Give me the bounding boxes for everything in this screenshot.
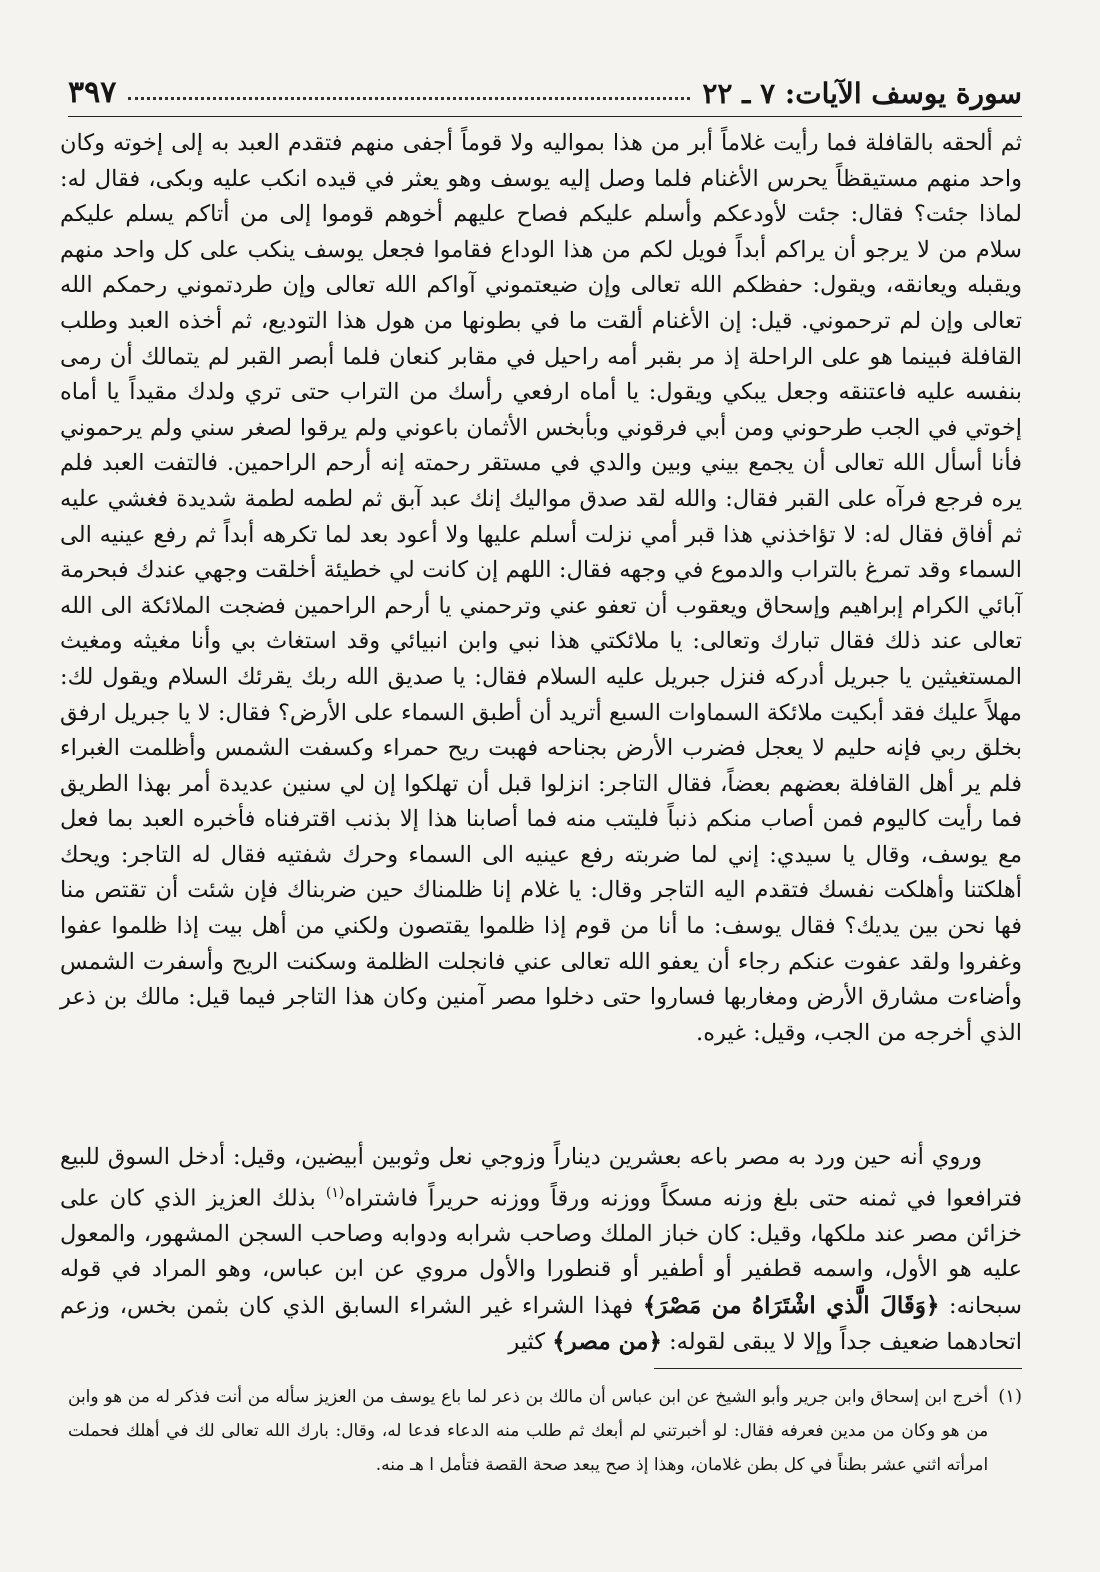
text-run: كثير [508,1329,553,1356]
page-header [68,62,1022,117]
text-run: وروي أنه حين ورد به مصر باعه بعشرين ديناراً وزوجي نعل وثوبين أبيضين، وقيل: أدخل السوق للبيع فترافعوا في ثمنه حتى بلغ وزنه مسكاً ووزنه ورقاً ووزنه حريراً فاشتراه [60,1144,1023,1212]
quran-quote: ﴿وَقَالَ الَّذي اشْتَرَاهُ من مَصْرَ﴾ [642,1291,940,1319]
page-number: ٣٩٧ [68,75,117,110]
second-text-block [60,1140,1023,1356]
footnote-marker: (١) [998,1386,1022,1407]
text-run: بذلك العزيز الذي كان على خزائن مصر عند ملكها، وقيل: كان خباز الملك وصاحب شرابه ودوابه وصاحب السجن المشهور، والمعول عليه هو الأول، واسمه قطفير أو أطفير أو قنطورا والأول مروي عن ابن عباس، وهو المراد في قوله سبحانه: [60,1185,1022,1319]
header-dot-leader [128,97,690,100]
running-title: سورة يوسف الآيات: ٧ ـ ٢٢ [702,77,1022,110]
footnote-text: أخرج ابن إسحاق وابن جرير وأبو الشيخ عن ابن عباس أن مالك بن ذعر لما باع يوسف من العزيز سأله من أنت فذكر له من هو وابن من هو وكان من مدين فعرفه فقال: لو أخبرتني لم أبعك ثم طلب منه الدعاء فدعا له، وقال: بارك الله تعالى لك في أهلك فحملت امرأته اثني عشر بطناً في كل بطن غلامان، وهذا إذ صح يبعد صحة القصة فتأمل ا هـ منه. [68,1387,989,1475]
quran-quote: ﴿من مصر﴾ [552,1328,662,1356]
main-text-block [60,126,1022,1090]
paragraph: ثم ألحقه بالقافلة فما رأيت غلاماً أبر من هذا بمواليه ولا قوماً أجفى منهم فتقدم العبد به إلى إخوته وكان واحد منهم مستيقظاً يحرس الأغنام فلما وصل إليه يوسف وهو يعثر في قيده انكب عليه وبكى، فقال له: لماذا جئت؟ فقال: جئت لأودعكم وأسلم عليكم فصاح عليهم أخوهم قوموا إلى من أتاكم يسلم عليكم سلام من لا يرجو أن يراكم أبداً فويل لكم من هذا الوداع فقاموا فجعل يوسف ينكب على كل واحد منهم ويقبله ويعانقه، ويقول: حفظكم الله تعالى وإن ضيعتموني آواكم الله تعالى وإن طردتموني رحمكم الله تعالى وإن لم ترحموني. قيل: إن الأغنام ألقت ما في بطونها من هول هذا التوديع، ثم أخذه العبد وطلب القافلة فبينما هو على الراحلة إذ مر بقبر أمه راحيل في مقابر كنعان فلما أبصر القبر لم يتمالك أن رمى بنفسه عليه فاعتنقه وجعل يبكي ويقول: يا أماه ارفعي رأسك من التراب حتى تري ولدك مقيداً يا أماه إخوتي في الجب طرحوني ومن أبي فرقوني وبأبخس الأثمان باعوني ولم يرقوا لصغر سني ولم يرحموني فأنا أسأل الله تعالى أن يجمع بيني وبين والدي في مستقر رحمته إنه أرحم الراحمين. فالتفت العبد فلم يره فرجع فرآه على القبر فقال: والله لقد صدق مواليك إنك عبد آبق ثم لطمه لطمة شديدة فغشي عليه ثم أفاق فقال له: لا تؤاخذني هذا قبر أمي نزلت أسلم عليها ولا أعود بعد لما تكرهه أبداً ثم رفع عينيه الى السماء وقد تمرغ بالتراب والدموع في وجهه فقال: اللهم إن كانت لي خطيئة أخلقت وجهي عندك فبحرمة آبائي الكرام إبراهيم وإسحاق ويعقوب أن تعفو عني وترحمني يا أرحم الراحمين فضجت الملائكة الى الله تعالى عند ذلك فقال تبارك وتعالى: يا ملائكتي هذا نبي وابن انبيائي وقد استغاث بي وأنا مغيثه ومغيث المستغيثين يا جبريل أدركه فنزل جبريل عليه السلام فقال: يا صديق الله ربك يقرئك السلام ويقول لك: مهلاً عليك فقد أبكيت ملائكة السماوات السبع أتريد أن أطبق السماء على الأرض؟ فقال: لا يا جبريل ارفق بخلق ربي فإنه حليم لا يعجل فضرب الأرض بجناحه فهبت ريح حمراء وكسفت الشمس وأظلمت الغبراء فلم ير أهل القافلة بعضهم بعضاً، فقال التاجر: انزلوا قبل أن تهلكوا إن لي سنين عديدة أمر بهذا الطريق فما رأيت كاليوم فمن أصاب منكم ذنباً فليتب منه فما أصابنا هذا إلا بذنب اقترفناه فأخبره العبد بما فعل مع يوسف، وقال يا سيدي: إني لما ضربته رفع عينيه الى السماء وحرك شفتيه فقال له التاجر: ويحك أهلكتنا وأهلكت نفسك فتقدم اليه التاجر وقال: يا غلام إنا ظلمناك حين ضربناك فإن شئت أن تقتص منا فها نحن بين يديك؟ فقال يوسف: ما أنا من قوم إذا ظلموا يقتصون ولكني من أهل بيت إذا ظلموا عفوا وغفروا ولقد عفوت عنكم رجاء أن يعفو الله تعالى عني فانجلت الظلمة وسكنت الريح وأسفرت الشمس وأضاءت مشارق الأرض ومغاربها فساروا حتى دخلوا مصر آمنين وكان هذا التاجر فيما قيل: مالك بن ذعر الذي أخرجه من الجب، وقيل: غيره. [60,130,1022,1046]
paragraph [60,1140,1022,1361]
text-run: فهذا الشراء غير الشراء السابق الذي كان بثمن بخس، وزعم اتحادهما ضعيف جداً وإلا لا يبقى لقوله: [60,1292,1022,1356]
footnote-divider [654,1368,1022,1369]
footnote-reference: (١) [325,1184,345,1201]
footnote [68,1380,1022,1482]
